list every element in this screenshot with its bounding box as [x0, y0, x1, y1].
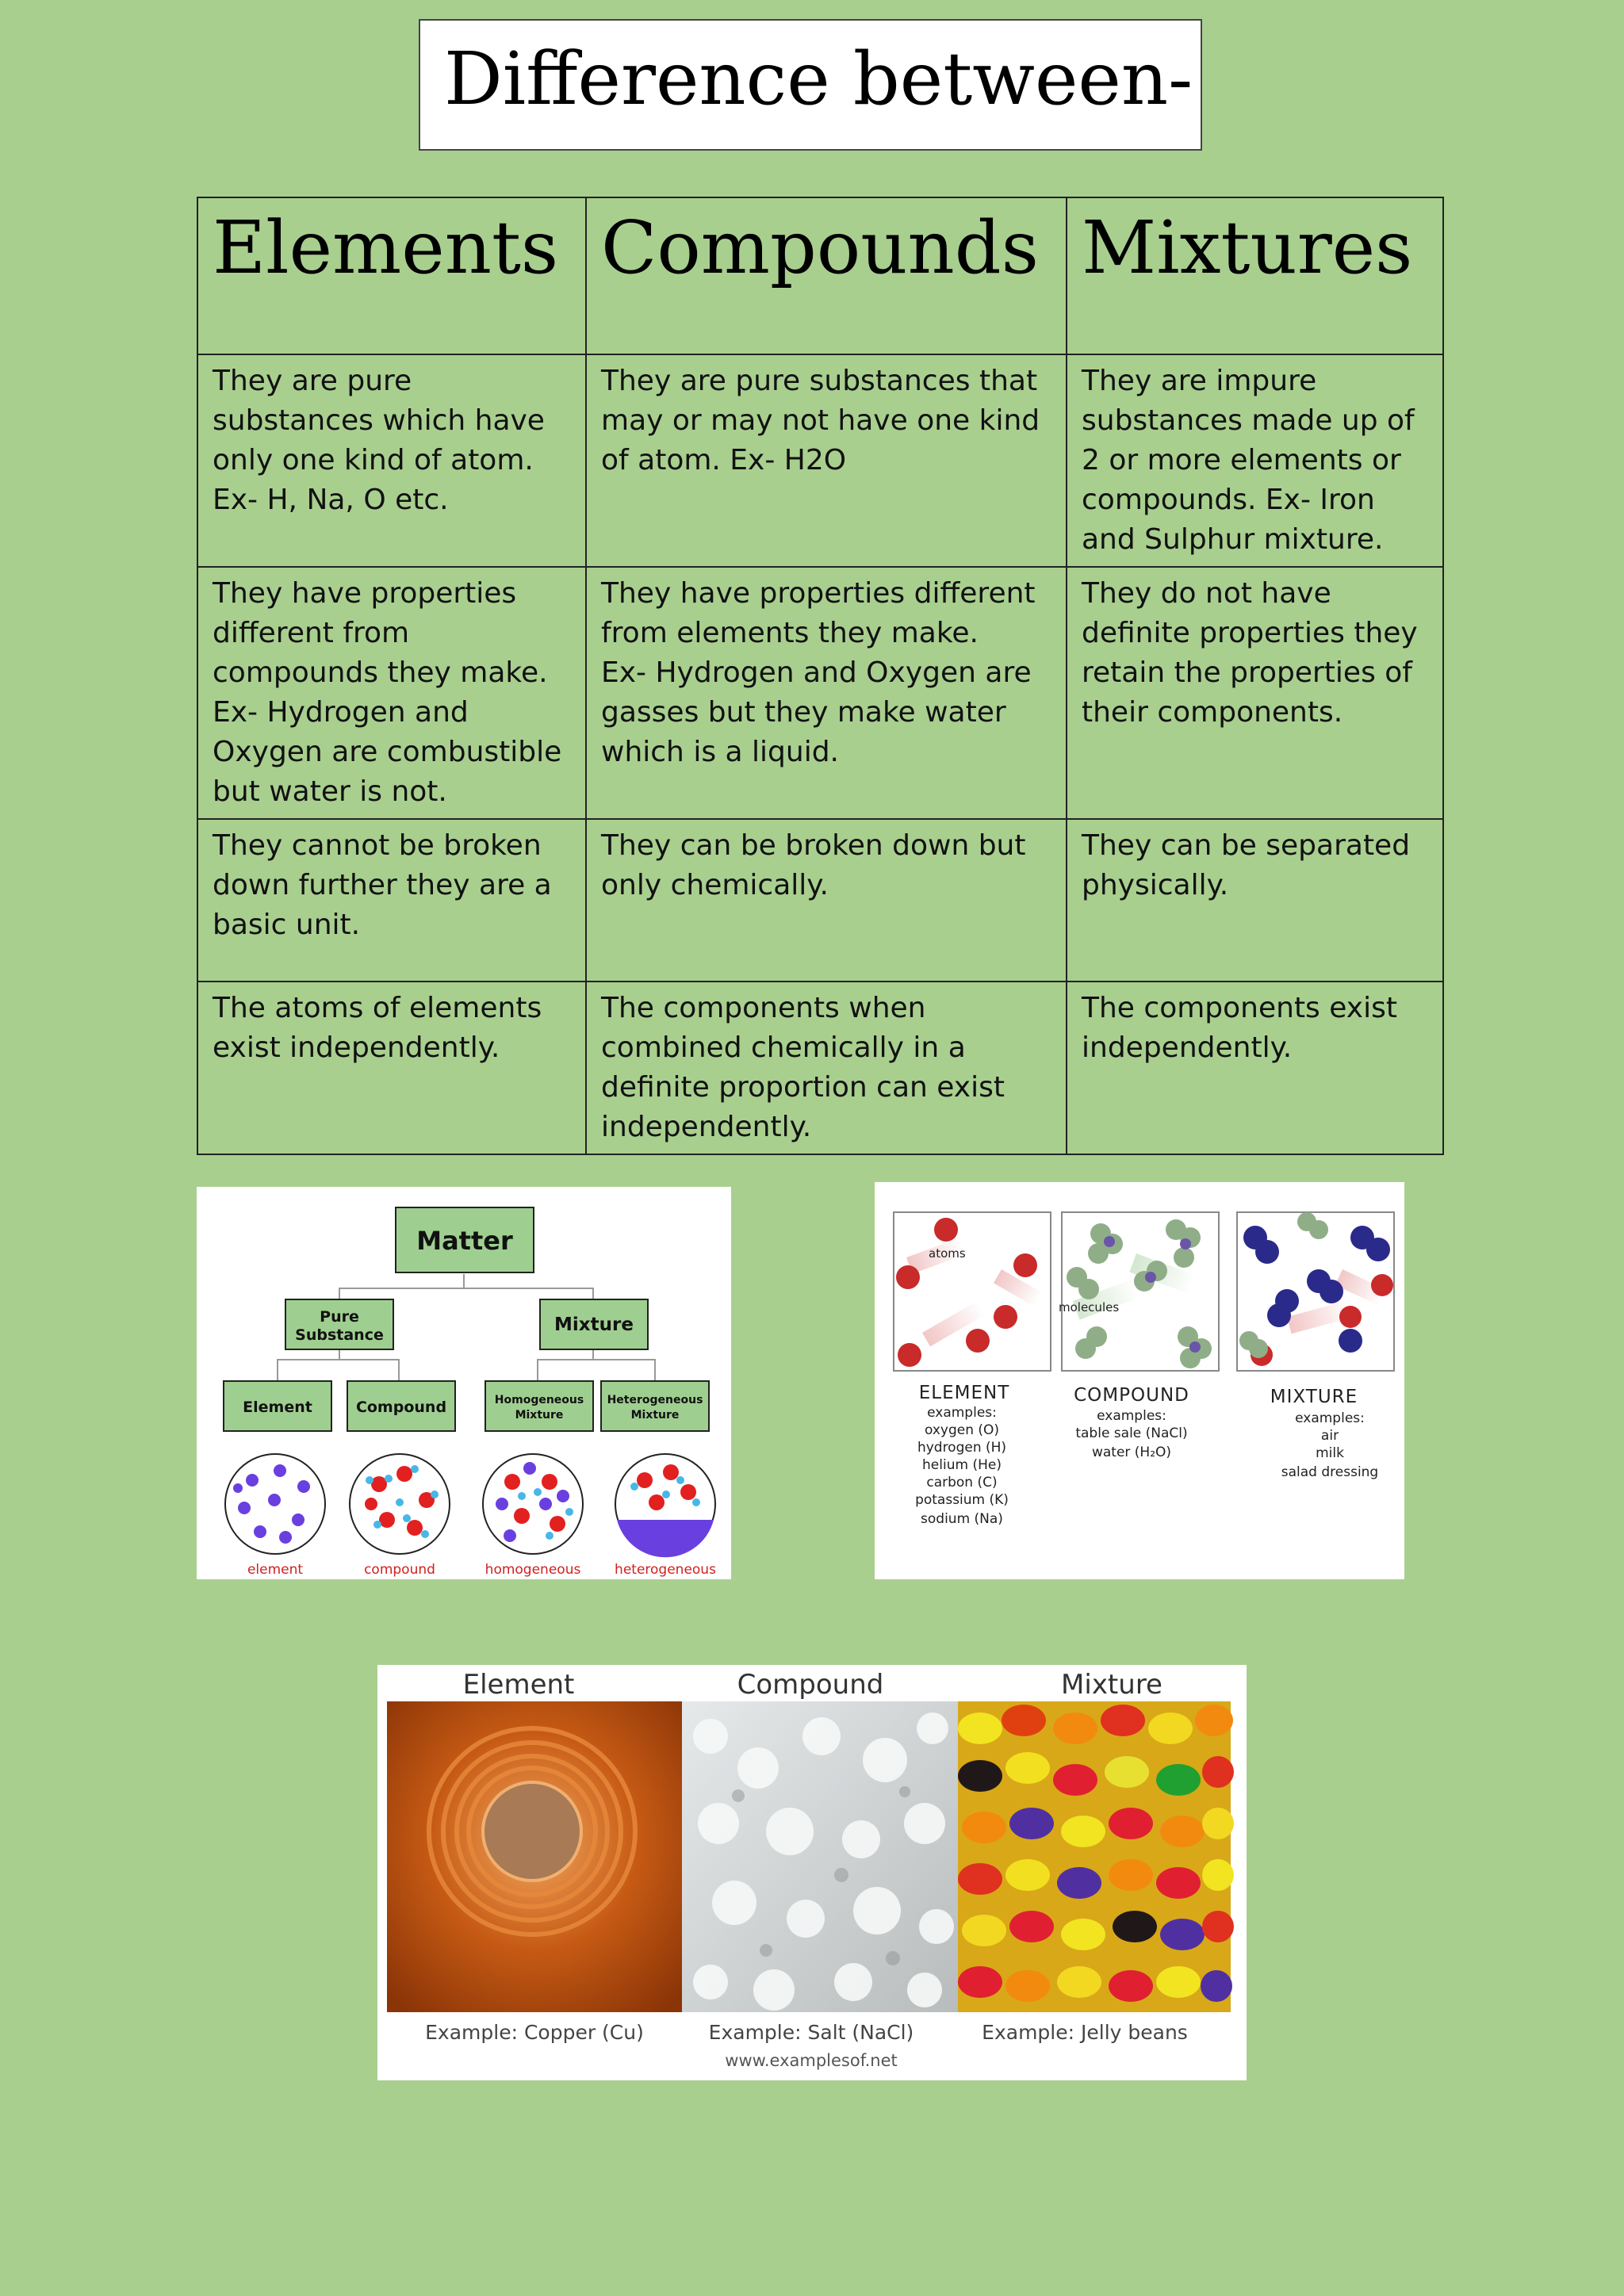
element-example-line: potassium (K)	[915, 1492, 1009, 1508]
table-cell: They do not have definite properties they retain the properties of their components.	[1067, 567, 1443, 819]
photo-footer-url: www.examplesof.net	[725, 2051, 898, 2070]
compound-example-line: examples:	[1097, 1408, 1166, 1424]
mixture-example-line: salad dressing	[1281, 1464, 1379, 1480]
photo-caption-salt: Example: Salt (NaCl)	[708, 2021, 914, 2044]
compound-label: Compound	[355, 1399, 447, 1416]
examples-photo-image	[377, 1665, 1247, 2080]
mixture-example-line: air	[1320, 1428, 1339, 1444]
element-example-line: helium (He)	[922, 1457, 1002, 1473]
table-cell: They can be broken down but only chemically.	[586, 819, 1067, 982]
element-example-line: hydrogen (H)	[917, 1440, 1007, 1456]
homo-label-1: Homogeneous	[494, 1394, 584, 1406]
table-cell: They have properties different from compounds they make. Ex- Hydrogen and Oxygen are combustible but water is not.	[197, 567, 586, 819]
hetero-label-1: Heterogeneous	[607, 1394, 703, 1406]
element-title: ELEMENT	[918, 1383, 1010, 1403]
atoms-label: atoms	[929, 1246, 966, 1261]
caption-homogeneous: homogeneous	[485, 1562, 581, 1578]
homo-label-2: Mixture	[515, 1409, 564, 1422]
photo-header-element: Element	[462, 1669, 575, 1701]
element-example-line: carbon (C)	[926, 1475, 998, 1490]
header-elements: Elements	[197, 197, 586, 354]
settled-particles	[617, 1520, 714, 1557]
pure-label-2: Substance	[295, 1326, 384, 1344]
matter-diagram-svg	[197, 1187, 731, 1579]
matter-classification-image	[197, 1187, 731, 1579]
table-cell: They have properties different from elements they make. Ex- Hydrogen and Oxygen are gasses but they make water which is a liquid.	[586, 567, 1067, 819]
comparison-table	[197, 197, 1444, 1155]
compound-example-line: water (H₂O)	[1091, 1445, 1172, 1460]
mixture-example-line: milk	[1316, 1445, 1344, 1461]
photo-header-mixture: Mixture	[1061, 1669, 1162, 1701]
table-cell: They are pure substances that may or may not have one kind of atom. Ex- H2O	[586, 354, 1067, 567]
table-cell: They are impure substances made up of 2 or more elements or compounds. Ex- Iron and Sulphur mixture.	[1067, 354, 1443, 567]
mixture-title: MIXTURE	[1270, 1387, 1358, 1407]
hetero-label-2: Mixture	[630, 1409, 680, 1422]
jelly-beans-photo	[958, 1701, 1231, 2012]
compound-example-line: table sale (NaCl)	[1075, 1425, 1188, 1441]
particles-diagram-svg	[875, 1182, 1404, 1579]
table-cell: The atoms of elements exist independently.	[197, 982, 586, 1154]
header-mixtures: Mixtures	[1067, 197, 1443, 354]
title-box	[419, 19, 1202, 151]
caption-heterogeneous: heterogeneous	[615, 1562, 716, 1578]
matter-label: Matter	[416, 1226, 513, 1256]
element-label: Element	[243, 1399, 312, 1416]
compound-title: COMPOUND	[1074, 1385, 1189, 1406]
table-row	[197, 819, 1443, 982]
photo-caption-jelly: Example: Jelly beans	[982, 2021, 1188, 2044]
photo-header-compound: Compound	[737, 1669, 884, 1701]
mixture-label: Mixture	[554, 1314, 634, 1335]
table-cell: The components exist independently.	[1067, 982, 1443, 1154]
table-cell: They cannot be broken down further they are a basic unit.	[197, 819, 586, 982]
particles-image	[875, 1182, 1404, 1579]
page-title: Difference between-	[444, 36, 1193, 121]
molecules-label: molecules	[1059, 1300, 1120, 1314]
caption-element: element	[247, 1562, 304, 1578]
table-cell: The components when combined chemically in a definite proportion can exist independently.	[586, 982, 1067, 1154]
element-example-line: oxygen (O)	[924, 1422, 1000, 1438]
table-row	[197, 982, 1443, 1154]
examples-photo-svg	[377, 1665, 1247, 2080]
table-header-row	[197, 197, 1443, 354]
table-cell: They can be separated physically.	[1067, 819, 1443, 982]
element-example-line: examples:	[927, 1405, 997, 1421]
table-cell: They are pure substances which have only one kind of atom. Ex- H, Na, O etc.	[197, 354, 586, 567]
header-compounds: Compounds	[586, 197, 1067, 354]
mixture-example-line: examples:	[1295, 1410, 1365, 1426]
table-row	[197, 354, 1443, 567]
caption-compound: compound	[364, 1562, 435, 1578]
element-example-line: sodium (Na)	[921, 1511, 1003, 1527]
pure-label-1: Pure	[320, 1308, 359, 1326]
photo-caption-copper: Example: Copper (Cu)	[425, 2021, 644, 2044]
table-row	[197, 567, 1443, 819]
